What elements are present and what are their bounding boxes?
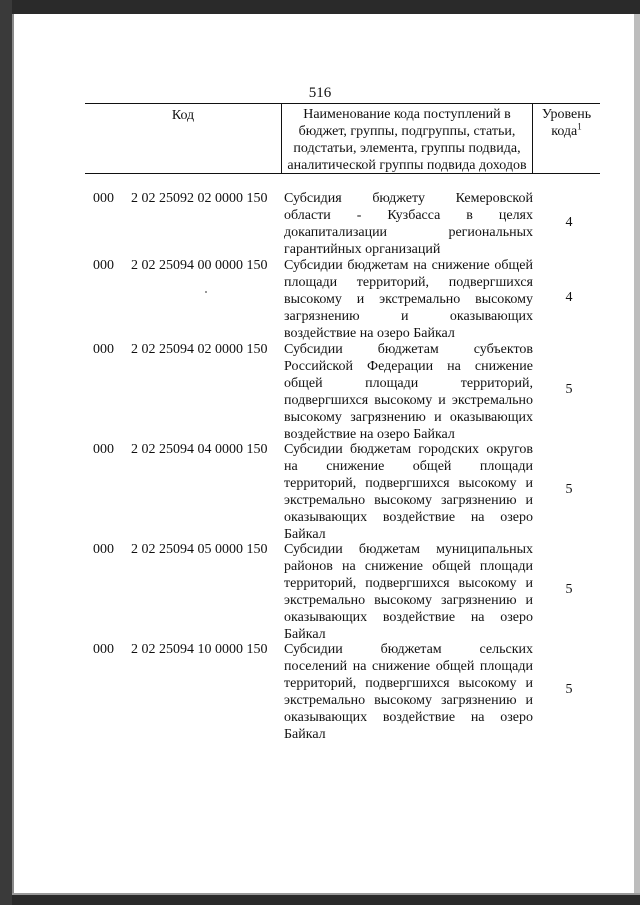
description-line: поселений на снижение общей площади bbox=[284, 659, 533, 674]
description-line: площади территорий, подвергшихся bbox=[284, 275, 533, 290]
header-level bbox=[533, 104, 600, 173]
footnote-marker: 1 bbox=[577, 121, 582, 132]
row-description bbox=[284, 441, 533, 543]
scan-border-right bbox=[634, 14, 640, 905]
description-line: гарантийных организаций bbox=[284, 242, 441, 257]
header-name-line: Наименование кода поступлений в bbox=[303, 107, 511, 122]
description-line: на снижение общей площади bbox=[284, 459, 533, 474]
row-prefix: 000 bbox=[93, 442, 114, 457]
description-line: Субсидии бюджетам муниципальных bbox=[284, 542, 533, 557]
description-line: Субсидии бюджетам городских округов bbox=[284, 442, 533, 457]
description-line: Байкал bbox=[284, 627, 326, 642]
scan-border-left bbox=[0, 0, 12, 905]
description-line: Субсидия бюджету Кемеровской bbox=[284, 191, 533, 206]
row-description bbox=[284, 641, 533, 743]
description-line: территорий, подвергшихся высокому и bbox=[284, 576, 533, 591]
row-level: 4 bbox=[565, 290, 573, 305]
description-line: высокому загрязнению и оказывающих bbox=[284, 410, 533, 425]
row-code: 2 02 25094 00 0000 150 bbox=[131, 258, 268, 273]
row-prefix: 000 bbox=[93, 642, 114, 657]
row-level: 5 bbox=[565, 382, 573, 397]
description-line: общей площади территорий, bbox=[284, 376, 533, 391]
row-code: 2 02 25092 02 0000 150 bbox=[131, 191, 268, 206]
description-line: оказывающих воздействие на озеро bbox=[284, 510, 533, 525]
header-level-line bbox=[533, 123, 600, 140]
table-header bbox=[85, 103, 600, 174]
description-line: области - Кузбасса в целях bbox=[284, 208, 533, 223]
description-line: загрязнению и оказывающих bbox=[284, 309, 533, 324]
row-level: 5 bbox=[565, 582, 573, 597]
row-level: 5 bbox=[565, 682, 573, 697]
header-name-line: бюджет, группы, подгруппы, статьи, bbox=[298, 124, 516, 139]
description-line: воздействие на озеро Байкал bbox=[284, 326, 455, 341]
row-level: 5 bbox=[565, 482, 573, 497]
row-description bbox=[284, 257, 533, 342]
row-description bbox=[284, 341, 533, 443]
description-line: высокому и экстремально высокому bbox=[284, 292, 533, 307]
scan-border-left-inner bbox=[12, 14, 14, 905]
description-line: Субсидии бюджетам субъектов bbox=[284, 342, 533, 357]
description-line: экстремально высокому загрязнению и bbox=[284, 493, 533, 508]
row-prefix: 000 bbox=[93, 342, 114, 357]
row-description bbox=[284, 190, 533, 258]
header-code: Код bbox=[171, 108, 195, 123]
scan-border-bottom bbox=[12, 895, 640, 905]
description-line: оказывающих воздействие на озеро bbox=[284, 610, 533, 625]
scan-speck bbox=[205, 291, 207, 293]
description-line: Субсидии бюджетам на снижение общей bbox=[284, 258, 533, 273]
description-line: оказывающих воздействие на озеро bbox=[284, 710, 533, 725]
row-prefix: 000 bbox=[93, 542, 114, 557]
row-code: 2 02 25094 10 0000 150 bbox=[131, 642, 268, 657]
row-prefix: 000 bbox=[93, 191, 114, 206]
description-line: подвергшихся высокому и экстремально bbox=[284, 393, 533, 408]
page-number: 516 bbox=[308, 85, 332, 101]
header-name-line: подстатьи, элемента, группы подвида, bbox=[293, 141, 521, 156]
header-name-line: аналитической группы подвида доходов bbox=[287, 158, 527, 173]
row-prefix: 000 bbox=[93, 258, 114, 273]
description-line: экстремально высокому загрязнению и bbox=[284, 593, 533, 608]
header-name bbox=[281, 104, 533, 173]
description-line: Байкал bbox=[284, 727, 326, 742]
scan-border-top bbox=[0, 0, 640, 14]
description-line: Байкал bbox=[284, 527, 326, 542]
description-line: экстремально высокому загрязнению и bbox=[284, 693, 533, 708]
description-line: территорий, подвергшихся высокому и bbox=[284, 476, 533, 491]
description-line: Российской Федерации на снижение bbox=[284, 359, 533, 374]
description-line: территорий, подвергшихся высокому и bbox=[284, 676, 533, 691]
row-code: 2 02 25094 04 0000 150 bbox=[131, 442, 268, 457]
description-line: Субсидии бюджетам сельских bbox=[284, 642, 533, 657]
description-line: районов на снижение общей площади bbox=[284, 559, 533, 574]
row-level: 4 bbox=[565, 215, 573, 230]
header-level-word: кода bbox=[551, 124, 578, 139]
description-line: воздействие на озеро Байкал bbox=[284, 427, 455, 442]
row-description bbox=[284, 541, 533, 643]
header-level-line: Уровень bbox=[541, 107, 592, 122]
row-code: 2 02 25094 05 0000 150 bbox=[131, 542, 268, 557]
description-line: докапитализации региональных bbox=[284, 225, 533, 240]
row-code: 2 02 25094 02 0000 150 bbox=[131, 342, 268, 357]
